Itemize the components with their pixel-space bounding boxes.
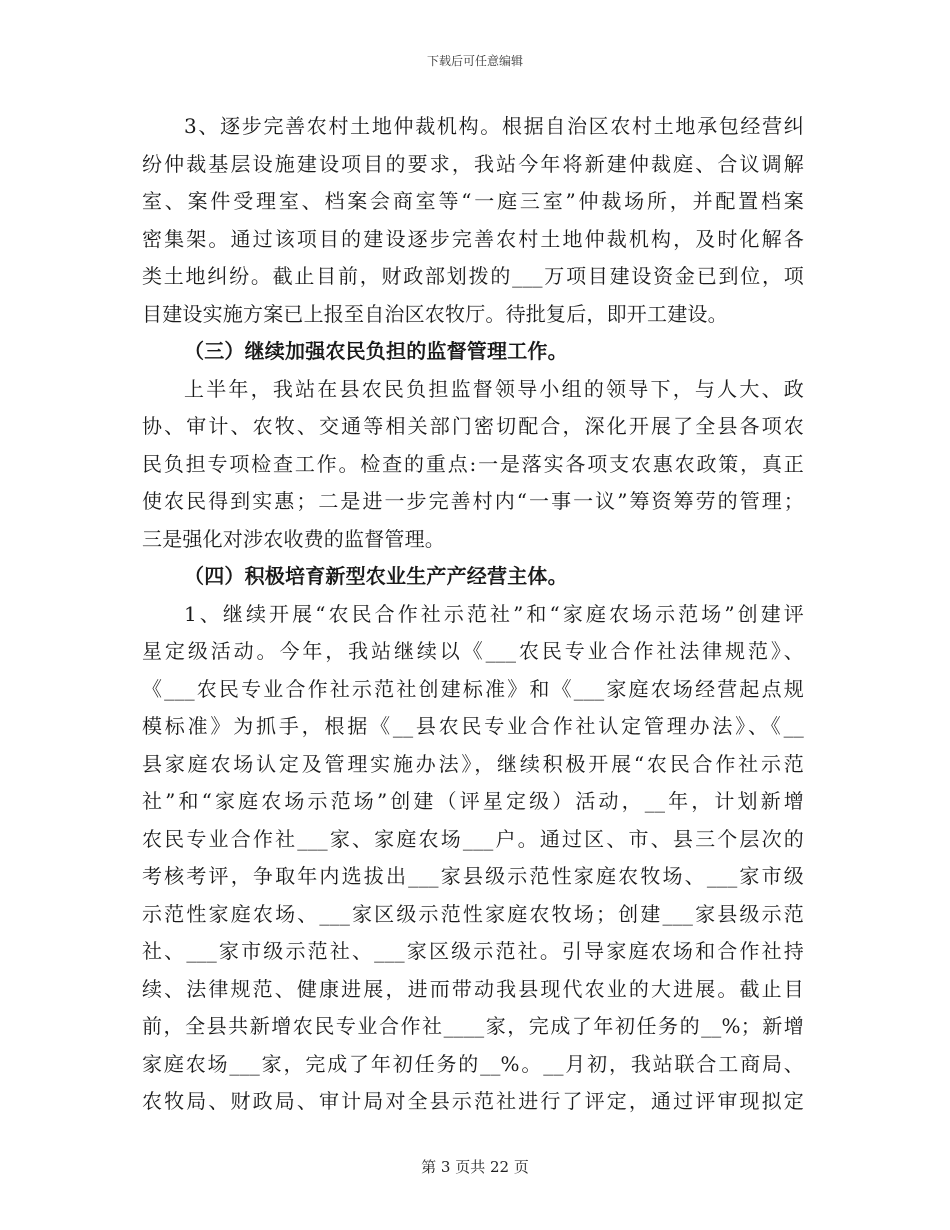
document-body: [142, 108, 804, 1121]
text-line: 考核考评，争取年内选拔出___家县级示范性家庭农牧场、___家市级: [142, 864, 804, 888]
text-line: 上半年，我站在县农民负担监督领导小组的领导下，与人大、政: [184, 376, 804, 401]
text-line: 示范性家庭农场、___家区级示范性家庭农牧场；创建___家县级示范: [142, 901, 804, 926]
text-line: 社、___家市级示范社、___家区级示范社。引导家庭农场和合作社持: [142, 939, 804, 963]
text-line: 星定级活动。今年，我站继续以《___农民专业合作社法律规范》、: [142, 639, 804, 663]
text-line: 续、法律规范、健康进展，进而带动我县现代农业的大进展。截止目: [142, 976, 804, 1001]
text-line: 3、逐步完善农村土地仲裁机构。根据自治区农村土地承包经营纠: [184, 114, 804, 138]
text-line: 农牧局、财政局、审计局对全县示范社进行了评定，通过评审现拟定: [142, 1089, 804, 1113]
text-line: 室、案件受理室、档案会商室等“一庭三室”仲裁场所，并配置档案: [142, 189, 804, 213]
text-line: 社”和“家庭农场示范场”创建（评星定级）活动，__年，计划新增: [142, 789, 804, 813]
page-header-note: 下载后可任意编辑: [426, 54, 523, 68]
text-line: 使农民得到实惠；二是进一步完善村内“一事一议”筹资筹劳的管理；: [142, 489, 804, 513]
text-line: 民负担专项检查工作。检查的重点:一是落实各项支农惠农政策，真正: [142, 451, 804, 476]
text-line: 三是强化对涉农收费的监督管理。: [142, 526, 445, 551]
text-line: 农民专业合作社___家、家庭农场___户。通过区、市、县三个层次的: [142, 826, 804, 851]
text-line: 密集架。通过该项目的建设逐步完善农村土地仲裁机构，及时化解各: [142, 226, 804, 251]
text-line: 类土地纠纷。截止目前，财政部划拨的___万项目建设资金已到位，项: [142, 264, 804, 288]
section-heading: （四）积极培育新型农业生产产经营主体。: [184, 564, 568, 588]
text-line: 家庭农场___家，完成了年初任务的__%。__月初，我站联合工商局、: [142, 1051, 804, 1076]
section-heading: （三）继续加强农民负担的监督管理工作。: [184, 339, 568, 363]
text-line: 目建设实施方案已上报至自治区农牧厅。待批复后，即开工建设。: [142, 301, 728, 326]
page-footer: 第 3 页共 22 页: [421, 1158, 529, 1176]
text-line: 协、审计、农牧、交通等相关部门密切配合，深化开展了全县各项农: [142, 414, 804, 438]
text-line: 《___农民专业合作社示范社创建标准》和《___家庭农场经营起点规: [142, 676, 804, 701]
text-line: 模标准》为抓手，根据《__县农民专业合作社认定管理办法》、《__: [142, 714, 804, 738]
text-line: 1、继续开展“农民合作社示范社”和“家庭农场示范场”创建评: [184, 601, 804, 626]
text-line: 纷仲裁基层设施建设项目的要求，我站今年将新建仲裁庭、合议调解: [142, 151, 804, 176]
text-line: 前，全县共新增农民专业合作社____家，完成了年初任务的__%；新增: [142, 1014, 804, 1038]
text-line: 县家庭农场认定及管理实施办法》，继续积极开展“农民合作社示范: [142, 751, 804, 776]
